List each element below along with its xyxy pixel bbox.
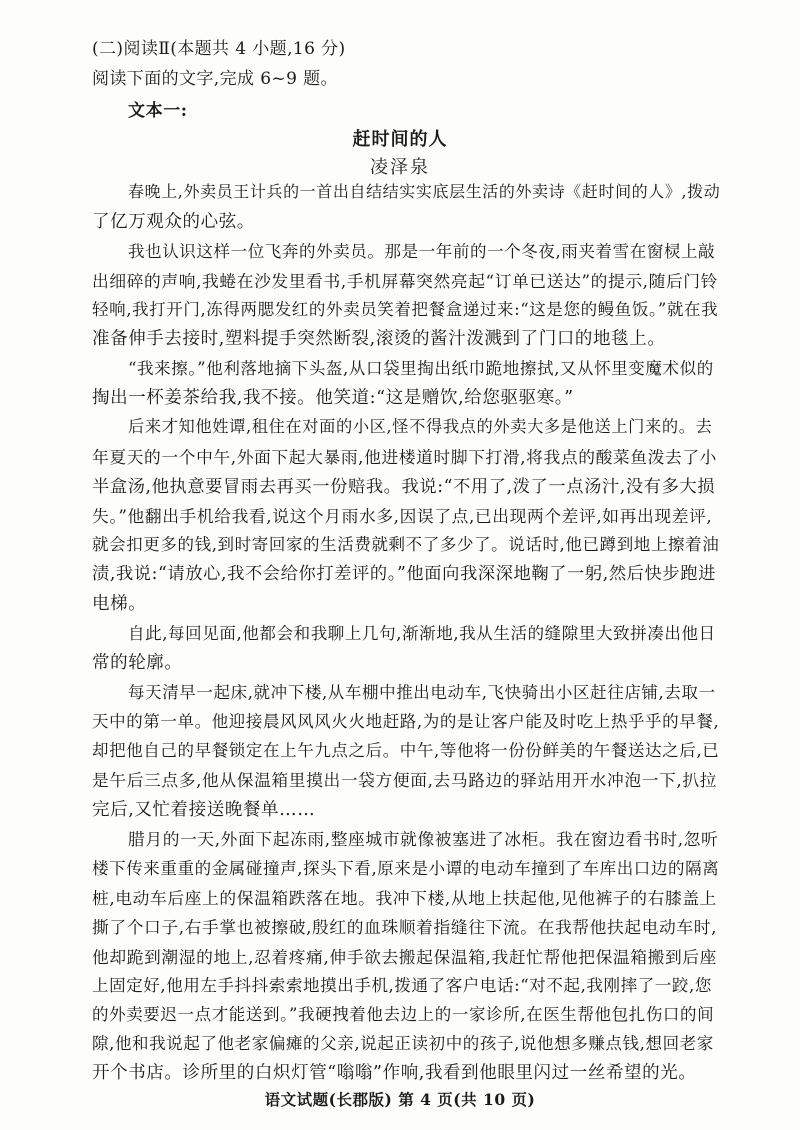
text-line: 渍,我说:“请放心,我不会给你打差评的。”他面向我深深地鞠了一躬,然后快步跑进 xyxy=(92,564,716,584)
article-title: 赶时间的人 xyxy=(352,129,448,150)
text-line: 就会扣更多的钱,到时寄回家的生活费就剩不了多少了。说话时,他已蹲到地上擦着油 xyxy=(92,535,720,554)
text-line: 后来才知他姓谭,租住在对面的小区,怪不得我点的外卖大多是他送上门来的。去 xyxy=(128,417,713,436)
text-line: 开个书店。诊所里的白炽灯管“嗡嗡”作响,我看到他眼里闪过一丝希望的光。 xyxy=(92,1063,697,1083)
text-line: “我来擦。”他利落地摘下头盔,从口袋里掏出纸巾跪地擦拭,又从怀里变魔术似的 xyxy=(128,359,714,378)
text-line: 轻响,我打开门,冻得两腮发红的外卖员笑着把餐盒递过来:“这是您的鳗鱼饭。”就在我 xyxy=(92,300,719,319)
text-line: 出细碎的声响,我蜷在沙发里看书,手机屏幕突然亮起“订单已送达”的提示,随后门铃 xyxy=(92,271,719,291)
text-line: 掏出一杯姜茶给我,我不接。他笑道:“这是赠饮,给您驱驱寒。” xyxy=(92,388,574,408)
text-line: 半盒汤,他执意要冒雨去再买一份赔我。我说:“不用了,泼了一点汤汁,没有多大损 xyxy=(92,477,716,497)
text-line: 春晚上,外卖员王计兵的一首出自结结实实底层生活的外卖诗《赶时间的人》,拨动 xyxy=(128,182,721,201)
text-line: 电梯。 xyxy=(92,594,147,614)
text-line: 了亿万观众的心弦。 xyxy=(92,212,255,232)
text-line: 每天清早一起床,就冲下楼,从车棚中推出电动车,飞快骑出小区赶往店铺,去取一 xyxy=(128,683,716,702)
text-line: 桩,电动车后座上的保温箱跌落在地。我冲下楼,从地上扶起他,见他裤子的右膝盖上 xyxy=(92,888,718,908)
text-line: 腊月的一天,外面下起冻雨,整座城市就像被塞进了冰柜。我在窗边看书时,忽听 xyxy=(128,829,719,849)
text-line: 上固定好,他用左手抖抖索索地摸出手机,拨通了客户电话:“对不起,我刚摔了一跤,您 xyxy=(92,976,712,995)
text-line: 常的轮廓。 xyxy=(92,653,183,673)
section-label: (二)阅读Ⅱ(本题共 4 小题,16 分) xyxy=(92,39,346,59)
text-line: 隙,他和我说起了他老家偏瘫的父亲,说起正读初中的孩子,说他想多赚点钱,想回老家 xyxy=(92,1034,714,1053)
text-line: 完后,又忙着接送晚餐单…… xyxy=(92,800,316,820)
text-line: 他却跪到潮湿的地上,忍着疼痛,伸手欲去搬起保温箱,我赶忙帮他把保温箱搬到后座 xyxy=(92,947,718,967)
text-line: 撕了个口子,右手掌也被擦破,殷红的血珠顺着指缝往下流。在我帮他扶起电动车时, xyxy=(92,917,718,937)
text-line: 失。”他翻出手机给我看,说这个月雨水多,因误了点,已出现两个差评,如再出现差评, xyxy=(92,506,713,526)
text-line: 楼下传来重重的金属碰撞声,探头下看,原来是小谭的电动车撞到了车库出口边的隔离 xyxy=(92,859,720,878)
text-line: 却把他自己的早餐锁定在上午九点之后。中午,等他将一份份鲜美的午餐送达之后,已 xyxy=(92,741,720,760)
page-footer: 语文试题(长郡版) 第 4 页(共 10 页) xyxy=(264,1090,536,1109)
text-line: 年夏天的一个中午,外面下起大暴雨,他进楼道时脚下打滑,将我点的酸菜鱼泼去了小 xyxy=(92,447,718,467)
text-line: 是午后三点多,他从保温箱里摸出一袋方便面,去马路边的驿站用开水冲泡一下,扒拉 xyxy=(92,770,718,790)
text-line: 的外卖要迟一点才能送到。”我硬拽着他去边上的一家诊所,在医生帮他包扎伤口的间 xyxy=(92,1005,715,1024)
text-line: 自此,每回见面,他都会和我聊上几句,渐渐地,我从生活的缝隙里大致拼凑出他日 xyxy=(128,624,716,643)
text-line: 准备伸手去接时,塑料提手突然断裂,滚烫的酱汁泼溅到了门口的地毯上。 xyxy=(92,329,666,349)
article-author: 凌泽泉 xyxy=(370,157,430,178)
text-line: 天中的第一单。他迎接晨风风风火火地赶路,为的是让客户能及时吃上热乎乎的早餐, xyxy=(92,712,720,731)
text-label: 文本一: xyxy=(128,101,188,121)
instruction-text: 阅读下面的文字,完成 6~9 题。 xyxy=(92,69,338,89)
text-line: 我也认识这样一位飞奔的外卖员。那是一年前的一个冬夜,雨夹着雪在窗棂上敲 xyxy=(128,242,716,261)
